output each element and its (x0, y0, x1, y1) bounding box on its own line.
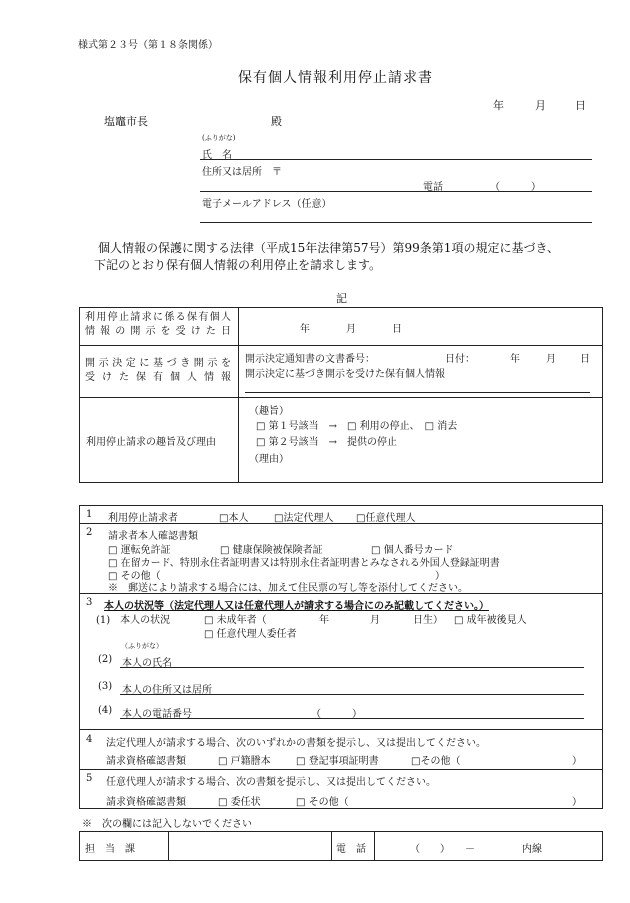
sec3-status-ward[interactable]: □ 成年被後見人 (454, 615, 527, 626)
form-title: 保有個人情報利用停止請求書 (238, 70, 433, 86)
sec4-number: 4 (86, 734, 93, 745)
sec3-address-number: (3) (98, 681, 113, 692)
office-use-divider-2 (331, 832, 332, 860)
sec3-status-label: (1) 本人の状況 (96, 615, 171, 626)
office-use-note: ※ 次の欄には記入しないでください (82, 819, 252, 830)
row3-purpose-label: （趣旨） (249, 406, 289, 417)
sec3-address-label: 本人の住所又は居所 (122, 685, 212, 696)
office-use-divider-3 (374, 832, 375, 860)
sec1-option-self[interactable]: □本人 (219, 513, 249, 524)
row3-option2[interactable]: □ 第２号該当 → 提供の停止 (256, 437, 398, 448)
row1-label-line2: 情報の開示を受けた日 (85, 326, 231, 337)
sec5-doc-power-of-attorney[interactable]: □ 委任状 (218, 797, 261, 808)
sec4-docs-label: 請求資格確認書類 (106, 756, 186, 767)
sec4-text: 法定代理人が請求する場合、次のいずれかの書類を提示し、又は提出してください。 (106, 738, 486, 749)
sec1-option-legal-agent[interactable]: □法定代理人 (274, 513, 334, 524)
row2-month: 月 (546, 354, 556, 365)
sec3-name-number: (2) (98, 654, 113, 665)
row2-year: 年 (510, 354, 520, 365)
sec3-status-month: 月 (370, 615, 380, 626)
row3-option1[interactable]: □ 第１号該当 → □ 利用の停止、 □ 消去 (256, 421, 458, 432)
applicant-email-label: 電子メールアドレス（任意） (202, 199, 332, 210)
row2-label-line1: 開示決定に基づき開示を (85, 358, 231, 369)
sec3-status-minor[interactable]: □ 未成年者（ (204, 615, 267, 626)
sec5-text: 任意代理人が請求する場合、次の書類を提示し、又は提出してください。 (106, 777, 436, 788)
row3-reason-label: （理由） (249, 454, 289, 465)
sec5-doc-other[interactable]: □ その他（ (296, 797, 349, 808)
applicant-phone-label: 電話 (423, 182, 443, 193)
office-use-divider-1 (168, 832, 169, 860)
row2-doc-no-label: 開示決定通知書の文書番号： (245, 354, 375, 365)
sec3-name-line[interactable] (120, 667, 584, 668)
sec4-doc-koseki[interactable]: □ 戸籍謄本 (218, 756, 271, 767)
sec4-doc-other[interactable]: □その他（ (411, 756, 461, 767)
sec4-doc-other-close: ） (572, 756, 582, 767)
office-staff-field[interactable] (172, 833, 328, 859)
applicant-address-label: 住所又は居所 〒 (202, 167, 282, 178)
applicant-email-line[interactable] (200, 222, 592, 223)
row1-label-line1: 利用停止請求に係る保有個人 (85, 312, 231, 323)
sec1-option-voluntary-agent[interactable]: □任意代理人 (356, 513, 416, 524)
sec3-phone-number: (4) (98, 705, 113, 716)
sec3-status-day: 日生） (413, 615, 443, 626)
sec2-doc-mynumber[interactable]: □ 個人番号カード (371, 545, 454, 556)
sec2-note: ※ 郵送により請求する場合には、加えて住民票の写し等を添付してください。 (108, 583, 468, 594)
office-phone-label: 電 話 (336, 844, 366, 855)
applicant-name-label: 氏 名 (202, 150, 232, 161)
sec2-label: 請求者本人確認書類 (108, 531, 198, 542)
sec2-doc-other[interactable]: □ その他（ (108, 571, 161, 582)
sec4-doc-registry[interactable]: □ 登記事項証明書 (296, 756, 379, 767)
applicant-name-line[interactable] (200, 159, 592, 160)
lower-sec3-border (80, 729, 602, 730)
row2-info-label: 開示決定に基づき開示を受けた保有個人情報 (245, 369, 445, 380)
row1-month: 月 (346, 324, 356, 335)
sec2-doc-insurance[interactable]: □ 健康保険被保険者証 (220, 545, 323, 556)
main-table-divider (238, 308, 239, 482)
date-month-label: 月 (535, 99, 546, 112)
sec2-doc-license[interactable]: □ 運転免許証 (108, 545, 171, 556)
sec5-number: 5 (86, 773, 93, 784)
sec3-phone-line[interactable] (120, 718, 584, 719)
row1-day: 日 (392, 324, 402, 335)
row3-label: 利用停止請求の趣旨及び理由 (86, 437, 216, 448)
lower-sec4-border (80, 769, 602, 770)
sec1-label: 利用停止請求者 (108, 513, 178, 524)
sec1-number: 1 (86, 509, 93, 520)
sec3-status-principal[interactable]: □ 任意代理人委任者 (204, 629, 297, 640)
date-year-label: 年 (493, 99, 504, 112)
sec3-status-year: 年 (319, 615, 329, 626)
applicant-phone-paren-close: ） (531, 182, 541, 193)
row1-year: 年 (300, 324, 310, 335)
sec3-label: 本人の状況等（法定代理人又は任意代理人が請求する場合にのみ記載してください。） (104, 601, 489, 612)
date-day-label: 日 (575, 99, 586, 112)
statement-line1: 個人情報の保護に関する法律（平成15年法律第57号）第99条第1項の規定に基づき、 (86, 241, 559, 255)
main-table-row2-border (80, 397, 602, 398)
applicant-address-line[interactable] (200, 191, 592, 192)
sec3-name-label: 本人の氏名 (122, 658, 172, 669)
sec5-docs-label: 請求資格確認書類 (106, 797, 186, 808)
applicant-furigana-label: (ふりがな) (202, 134, 236, 142)
addressee: 塩竈市長 (104, 115, 148, 128)
row2-label-line2: 受けた保有個人情報 (85, 372, 231, 383)
statement-line2: 下記のとおり保有個人情報の利用停止を請求します。 (94, 258, 382, 272)
row2-day: 日 (580, 354, 590, 365)
statement-ki: 記 (336, 292, 347, 305)
office-extension-label: 内線 (522, 844, 542, 855)
sec3-phone-label: 本人の電話番号 (122, 709, 192, 720)
sec3-furigana-label: （ふりがな） (121, 642, 163, 650)
applicant-phone-paren-open: （ (490, 182, 500, 193)
form-number: 様式第２３号（第１８条関係） (78, 40, 218, 51)
sec2-doc-residence-card[interactable]: □ 在留カード、特別永住者証明書又は特別永住者証明書とみなされる外国人登録証明書 (108, 558, 500, 569)
sec3-number: 3 (86, 597, 93, 608)
honorific: 殿 (271, 115, 282, 128)
office-phone-format: （ ） － (410, 844, 475, 855)
sec5-doc-other-close: ） (572, 797, 582, 808)
sec3-address-line[interactable] (120, 694, 584, 695)
office-staff-label: 担 当 課 (85, 844, 135, 855)
sec3-phone-paren-open: （ (311, 709, 321, 720)
row2-info-line[interactable] (245, 392, 590, 393)
sec2-doc-other-close: ） (435, 571, 445, 582)
sec3-phone-paren-close: ） (352, 709, 362, 720)
row2-date-label: 日付： (445, 354, 475, 365)
main-table-row1-border (80, 345, 602, 346)
sec2-number: 2 (86, 527, 93, 538)
